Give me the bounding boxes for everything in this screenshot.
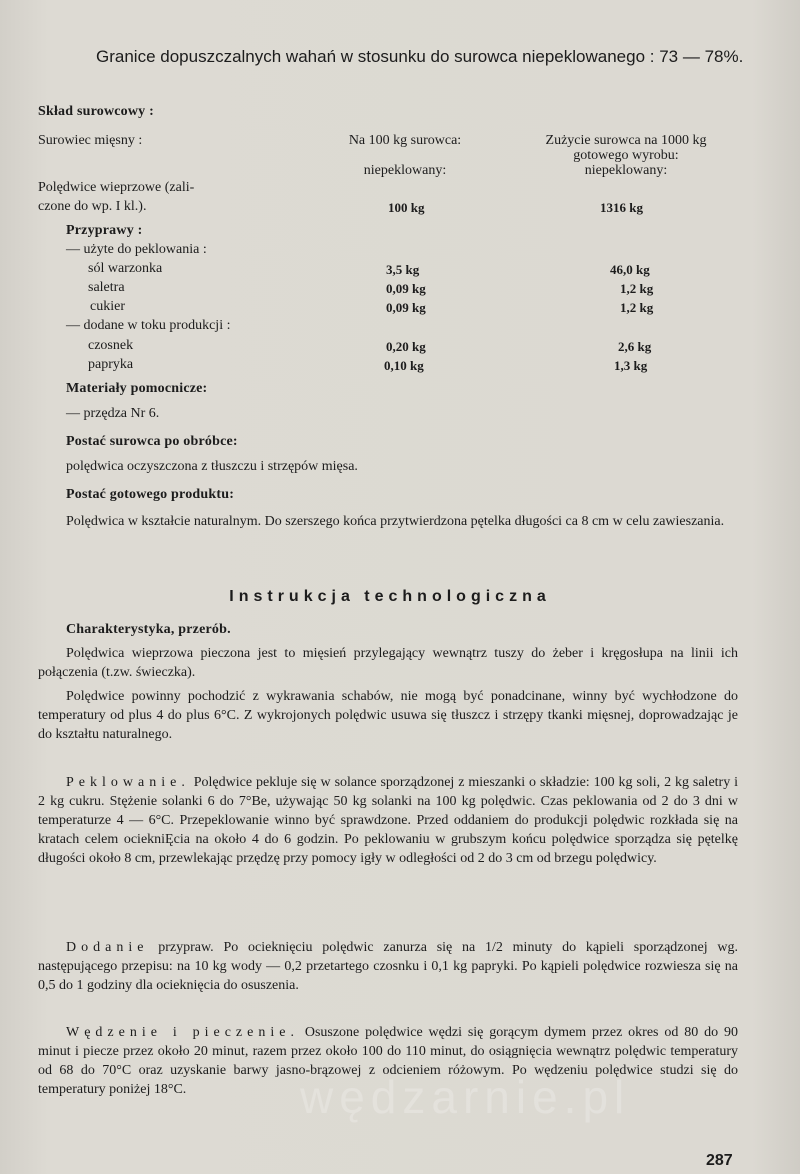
sklad-heading: Skład surowcowy : — [38, 104, 154, 119]
wedzenie-lead: Wędzenie i pieczenie. — [66, 1025, 299, 1040]
watermark: wędzarnie.pl — [300, 1071, 631, 1123]
spice-name: czosnek — [88, 338, 134, 353]
postac-produktu-text: Polędwica w kształcie naturalnym. Do szerszego końca przytwierdzona pętelka długości ca 8 cm w celu zawieszania. — [66, 514, 725, 529]
peklowanie-body: Polędwice pekluje się w solance sporządzonej z mieszanki o składzie: 100 kg soli, 2 kg saletry i 2 kg cukru. Stężenie solanki 6 do 7°Be, używając 50 kg solanki na 100 kg polędwic. Czas peklowania od 2 do 3 dni w temperaturze 4 — 6°C. Przepeklowanie winno być sprawdzone. Przed oddaniem do produkcji polędwic rozkłada się na kratach celem ociekniĘcia na około 4 do 6 godzin. Po peklowaniu w grubszym końcu polędwice sporządza się pętelkę długości około 8 cm, przewlekając przędzę przy pomocy igły w odległości od 2 do 3 cm od brzegu polędwicy. — [38, 775, 739, 866]
spice-value-per1000: 1,2 kg — [620, 281, 654, 296]
paragraph-peklowanie — [38, 773, 738, 868]
peklowanie-lead: Peklowanie. — [66, 775, 190, 790]
main-raw-value-per1000: 1316 kg — [600, 200, 643, 215]
table-col3-header-line1: Zużycie surowca na 1000 kg — [545, 133, 707, 148]
table-col3-header-line2: gotowego wyrobu: — [573, 148, 679, 163]
dodanie-body: przypraw. Po ocieknięciu polędwic zanurza się na 1/2 minuty do kąpieli sporządzonej wg. następującego przepisu: na 10 kg wody — 0,2 przetartego czosnku i 0,1 kg papryki. Po kąpieli polędwice rozwiesza się na 0,5 do 1 godziny dla ocieknięcia do osuszenia. — [38, 940, 738, 993]
charakterystyka-heading: Charakterystyka, przerób. — [66, 622, 231, 637]
spice-value-per100: 0,10 kg — [384, 358, 424, 373]
spice-value-per100: 0,09 kg — [386, 281, 426, 296]
intro-text: Granice dopuszczalnych wahań w stosunku do surowca niepeklowanego : 73 — 78%. — [96, 47, 744, 66]
paragraph-2: Polędwice powinny pochodzić z wykrawania schabów, nie mogą być ponadcinane, winny być wychłodzone do temperatury od plus 4 do plus 6°C. Z wykrojonych polędwic usuwa się tłuszcz i strzępy tkanki mięsnej, doprowadzając je do kształtu naturalnego. — [38, 689, 738, 742]
section-title: Instrukcja technologiczna — [229, 588, 551, 605]
table-col2-header-line1: Na 100 kg surowca: — [348, 133, 462, 148]
spice-value-per1000: 1,3 kg — [614, 358, 648, 373]
materialy-text: — przędza Nr 6. — [66, 406, 160, 421]
spice-name: cukier — [90, 299, 125, 314]
wedzenie-body: Osuszone polędwice wędzi się gorącym dymem przez okres od 80 do 90 minut i piecze przez około 20 minut, razem przez około 100 do 110 minut, do osiągnięcia wewnątrz polędwic temperatury od 68 do 70°C oraz uzyskanie barwy jasno-brązowej z odcieniem różowym. Po wędzeniu polędwice studzi się do temperatury poniżej 18°C. — [38, 1025, 738, 1097]
przyprawy-heading: Przyprawy : — [66, 223, 143, 238]
postac-produktu-heading: Postać gotowego produktu: — [66, 487, 235, 502]
spice-name: saletra — [88, 280, 125, 295]
paragraph-1: Polędwica wieprzowa pieczona jest to mięsień przylegający wewnątrz tuszy do żeber i kręgosłupa na linii ich połączenia (t.zw. świeczka). — [38, 646, 738, 680]
main-raw-value-per100: 100 kg — [388, 200, 425, 215]
page-number: 287 — [706, 1152, 733, 1169]
przyprawy-group2: — dodane w toku produkcji : — [66, 318, 231, 333]
spice-value-per1000: 2,6 kg — [618, 339, 652, 354]
spice-value-per100: 0,20 kg — [386, 339, 426, 354]
main-raw-name-line1: Polędwice wieprzowe (zali- — [38, 180, 195, 195]
materialy-heading: Materiały pomocnicze: — [66, 381, 208, 396]
table-col1-header: Surowiec mięsny : — [38, 133, 143, 148]
spice-name: sól warzonka — [88, 261, 163, 276]
table-col3-header-line3: niepeklowany: — [584, 163, 668, 178]
paragraph-dodanie — [38, 938, 738, 995]
table-col2-header-line2: niepeklowany: — [363, 163, 447, 178]
main-raw-name-line2: czone do wp. I kl.). — [38, 199, 147, 214]
spice-value-per100: 3,5 kg — [386, 262, 420, 277]
przyprawy-group1: — użyte do peklowania : — [66, 242, 207, 257]
dodanie-lead: Dodanie — [66, 940, 149, 955]
postac-surowca-text: polędwica oczyszczona z tłuszczu i strzępów mięsa. — [66, 459, 358, 474]
spice-value-per1000: 1,2 kg — [620, 300, 654, 315]
spice-value-per1000: 46,0 kg — [610, 262, 650, 277]
spice-name: papryka — [88, 357, 134, 372]
spice-value-per100: 0,09 kg — [386, 300, 426, 315]
postac-surowca-heading: Postać surowca po obróbce: — [66, 434, 238, 449]
